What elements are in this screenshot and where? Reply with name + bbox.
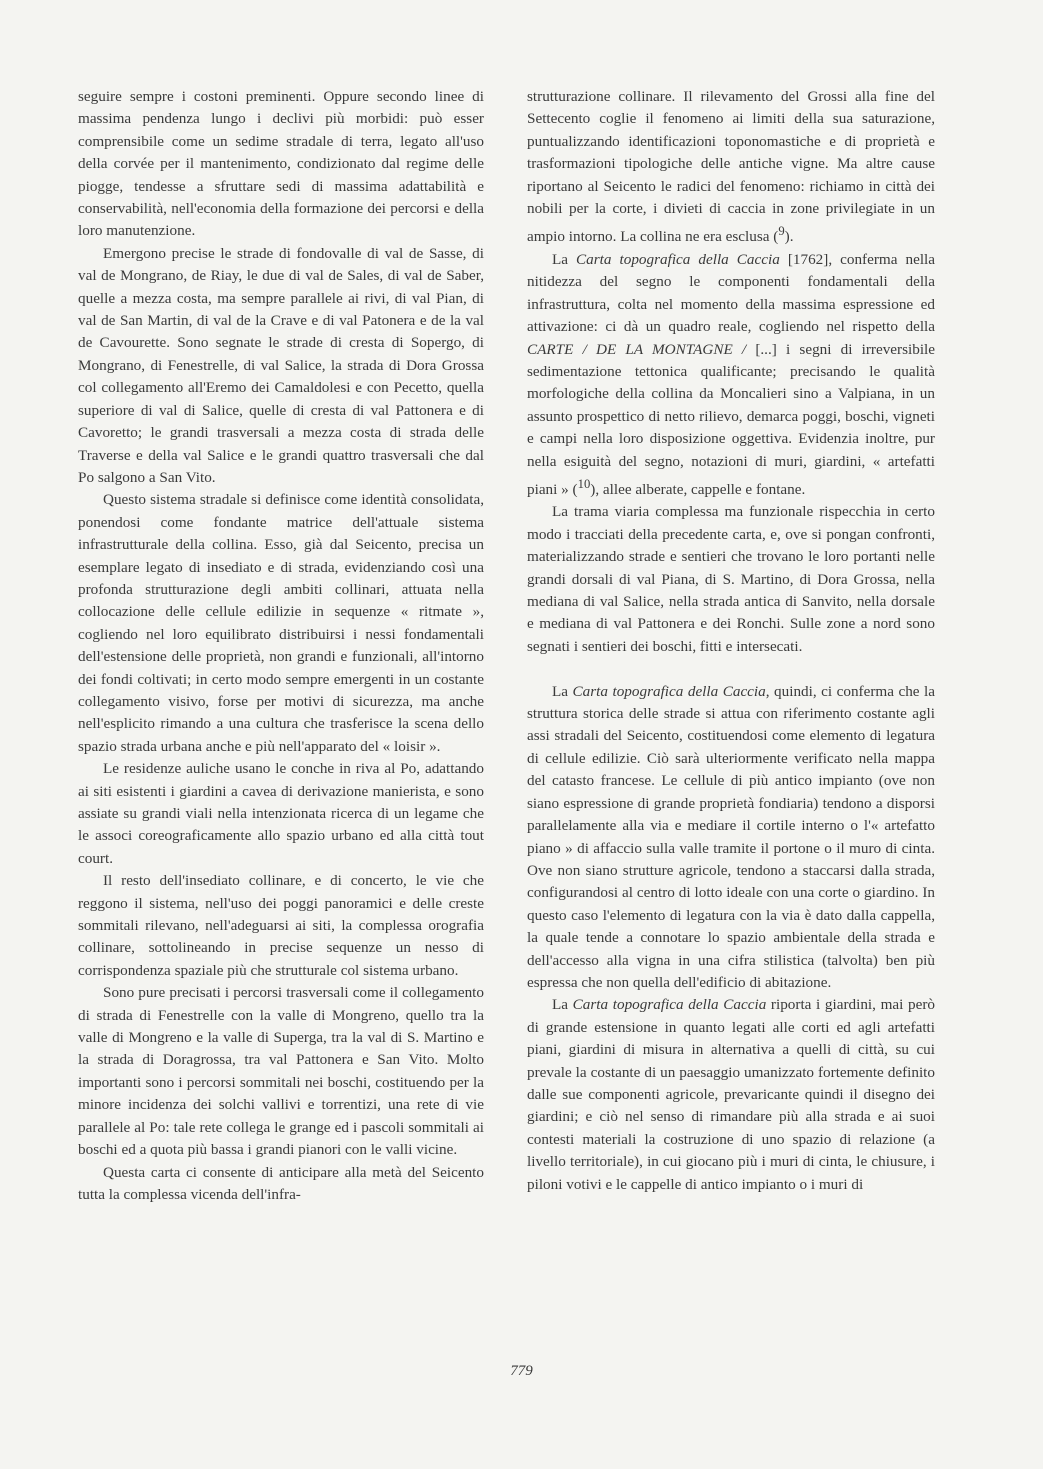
text-run: ). [784, 228, 794, 246]
paragraph: Questa carta ci consente di anticipare alla metà del Seicento tutta la complessa vicenda dell'infra- [78, 1163, 484, 1203]
map-title: Carta topografica della Caccia [576, 250, 780, 268]
footnote-ref: 10 [577, 476, 591, 491]
paragraph: Questo sistema stradale si definisce come identità consolidata, ponendosi come fondante matrice dell'attuale sistema infrastrutturale della collina. Esso, già dal Seicento, precisa un esemplare legato di insediato e di strada, evidenziando così una profonda strutturazione degli ambiti collinari, attuata nella collocazione delle cellule edilizie in sequenze « ritmate », cogliendo nel loro equilibrato distribuirsi i nessi fondamentali dell'estensione delle proprietà, non grandi e funzionali, all'intorno dei fondi coltivati; in certo modo sempre emergenti in un costante collegamento visivo, forse per motivi di sicurezza, ma anche nell'esplicito rimando a una cultura che trasferisce la scena dello spazio strada urbana anche e più nell'apparato del « loisir ». [78, 491, 484, 755]
text-run: La [552, 250, 577, 268]
footnote-ref: 9 [778, 224, 785, 239]
text-run: , quindi, ci conferma che la struttura storica delle strade si attua con riferimento costante agli assi stradali del Seicento, costituendosi come elemento di legatura di cellule edilizie. Ciò sarà ulteriormente verificato nella mappa del catasto francese. Le cellule di più antico impianto (ove non siano espressione di grande proprietà fondiaria) tendono a disporsi parallelamente alla via e mediare il cortile interno o l'« artefatto piano » di affaccio sulla valle tramite il portone o il muro di cinta. Ove non siano strutture agricole, tendono a staccarsi dalla strada, configurandosi al centro di lotto ideale con una corte o giardino. In questo caso l'elemento di legatura con la via è dato dalla cappella, la quale tende a connotare lo spazio ambientale della strada e dell'accesso alla vigna in una cifra stilistica (talvolta) ben più espressa che non quella dell'edificio di abitazione. [527, 682, 935, 991]
paragraph: seguire sempre i costoni preminenti. Oppure secondo linee di massima pendenza lungo i declivi più morbidi: può esser comprensibile come un sedime stradale di terra, legato all'uso della corvée per il mantenimento, condizionato dal regime delle piogge, tendesse a sfruttare sedi di massima adattabilità e conservabilità, nell'economia della formazione dei percorsi e della loro manutenzione. [78, 88, 484, 240]
paragraph: Le residenze auliche usano le conche in riva al Po, adattando ai siti esistenti i giardini a cavea di derivazione manierista, e sono assiate su grandi viali nella intenzionata ricerca di un legame che le associ coreograficamente allo spazio urbano ed alla città tout court. [78, 760, 484, 867]
paragraph: La trama viaria complessa ma funzionale rispecchia in certo modo i tracciati della precedente carta, e, ove si pongan confronti, materializzando strade e sentieri che trovano le loro portanti nelle grandi dorsali di val Piana, di S. Martino, di Dora Grossa, nella mediana di val Salice, nella strada antica di Sanvito, nella dorsale e mediana di val Pattonera e dei Ronchi. Sulle zone a nord sono segnati i sentieri dei boschi, fitti e intersecati. [527, 503, 935, 655]
text-run: [1762], conferma nella nitidezza del segno le componenti fondamentali della infrastruttura, colta nel momento della massima espressione ed attivazione: ci dà un quadro reale, cogliendo nel rispetto della [527, 250, 935, 336]
text-run: [...] i segni di irreversibile sedimentazione tettonica qualificante; precisando le qualità morfologiche della collina da Moncalieri sino a Valpiana, in un assunto prospettico di netto rilievo, demarca poggi, boschi, vigneti e campi nella loro disposizione oggettiva. Evidenzia inoltre, pur nella esiguità del segno, notazioni di muri, giardini, « artefatti piani » ( [527, 340, 936, 499]
text-run: riporta i giardini, mai però di grande estensione in quanto legati alle corti ed agli artefatti piani, giardini di misura in alternativa a quelli di città, su cui prevale la costante di un paesaggio umanizzato fortemente definito dalle sue componenti agricole, prevaricante quindi il disegno dei giardini; e ciò nel senso di rimandare più alla strada e ai suoi contesti materiali la costruzione di uno spazio di relazione (a livello territoriale), in cui giocano più i muri di cinta, le chiusure, i piloni votivi e le cappelle di antico impianto o i muri di [527, 996, 935, 1193]
page-number: 779 [510, 1363, 533, 1379]
paragraph [527, 994, 935, 1196]
text-run: La [552, 682, 573, 700]
paragraph-gap [527, 658, 935, 680]
paragraph: Il resto dell'insediato collinare, e di concerto, le vie che reggono il sistema, nell'uso dei poggi panoramici e delle creste sommitali rilevano, nell'adeguarsi ai siti, la complessa orografia collinare, sottolineando in precise sequenze un nesso di corrispondenza spaziale più che strutturale col sistema urbano. [78, 872, 484, 979]
text-run: ), allee alberate, cappelle e fontane. [590, 481, 806, 499]
left-column [78, 86, 484, 1206]
map-title: Carta topografica della Caccia [572, 682, 766, 700]
paragraph [527, 681, 935, 995]
text-run: La [552, 996, 573, 1014]
map-title: Carta topografica della Caccia [572, 996, 767, 1014]
paragraph [527, 86, 935, 249]
quoted-map-label: CARTE / DE LA MONTAGNE / [527, 340, 747, 358]
paragraph: Sono pure precisati i percorsi trasversali come il collegamento di strada di Fenestrelle con la valle di Mongreno, quello tra la valle di Mongreno e la valle di Superga, tra la val di S. Martino e la strada di Doragrossa, tra val Pattonera e San Vito. Molto importanti sono i percorsi sommitali nei boschi, costituendo per la minore incidenza dei solchi vallivi e torrentizi, una rete di vie parallele al Po: tale rete collega le grange ed i pascoli sommitali ai boschi ed a quota più bassa i grandi pianori con le valli vicine. [78, 984, 484, 1159]
text-run: strutturazione collinare. Il rilevamento del Grossi alla fine del Settecento coglie il fenomeno ai limiti della sua saturazione, puntualizzando identificazioni toponomastiche e di proprietà e trasformazioni tipologiche delle antiche vigne. Ma altre cause riportano al Seicento le radici del fenomeno: richiamo in città dei nobili per la corte, i divieti di caccia in zone privilegiate in un ampio intorno. La collina ne era esclusa ( [527, 88, 935, 246]
paragraph: Emergono precise le strade di fondovalle di val de Sasse, di val de Mongrano, de Riay, le due di val de Sales, di val de Saber, quelle a mezza costa, ma sempre parallele ai rivi, di val Pian, di val de San Martin, di val de la Crave e di val Patonera e de la val de Cavourette. Sono segnate le strade di cresta di Sopergo, di Mongrano, di Fenestrelle, di val Salice, la strada di Dora Grossa col collegamento all'Eremo dei Camaldolesi e con Pecetto, quella superiore di val di Salice, quelle di cresta di val Pattonera e di Cavoretto; le grandi trasversali a mezza costa di strada delle Traverse e della val Salice e le grandi quattro trasversali che dal Po salgono a San Vito. [78, 244, 484, 486]
right-column [527, 86, 935, 1196]
paragraph [527, 249, 935, 502]
